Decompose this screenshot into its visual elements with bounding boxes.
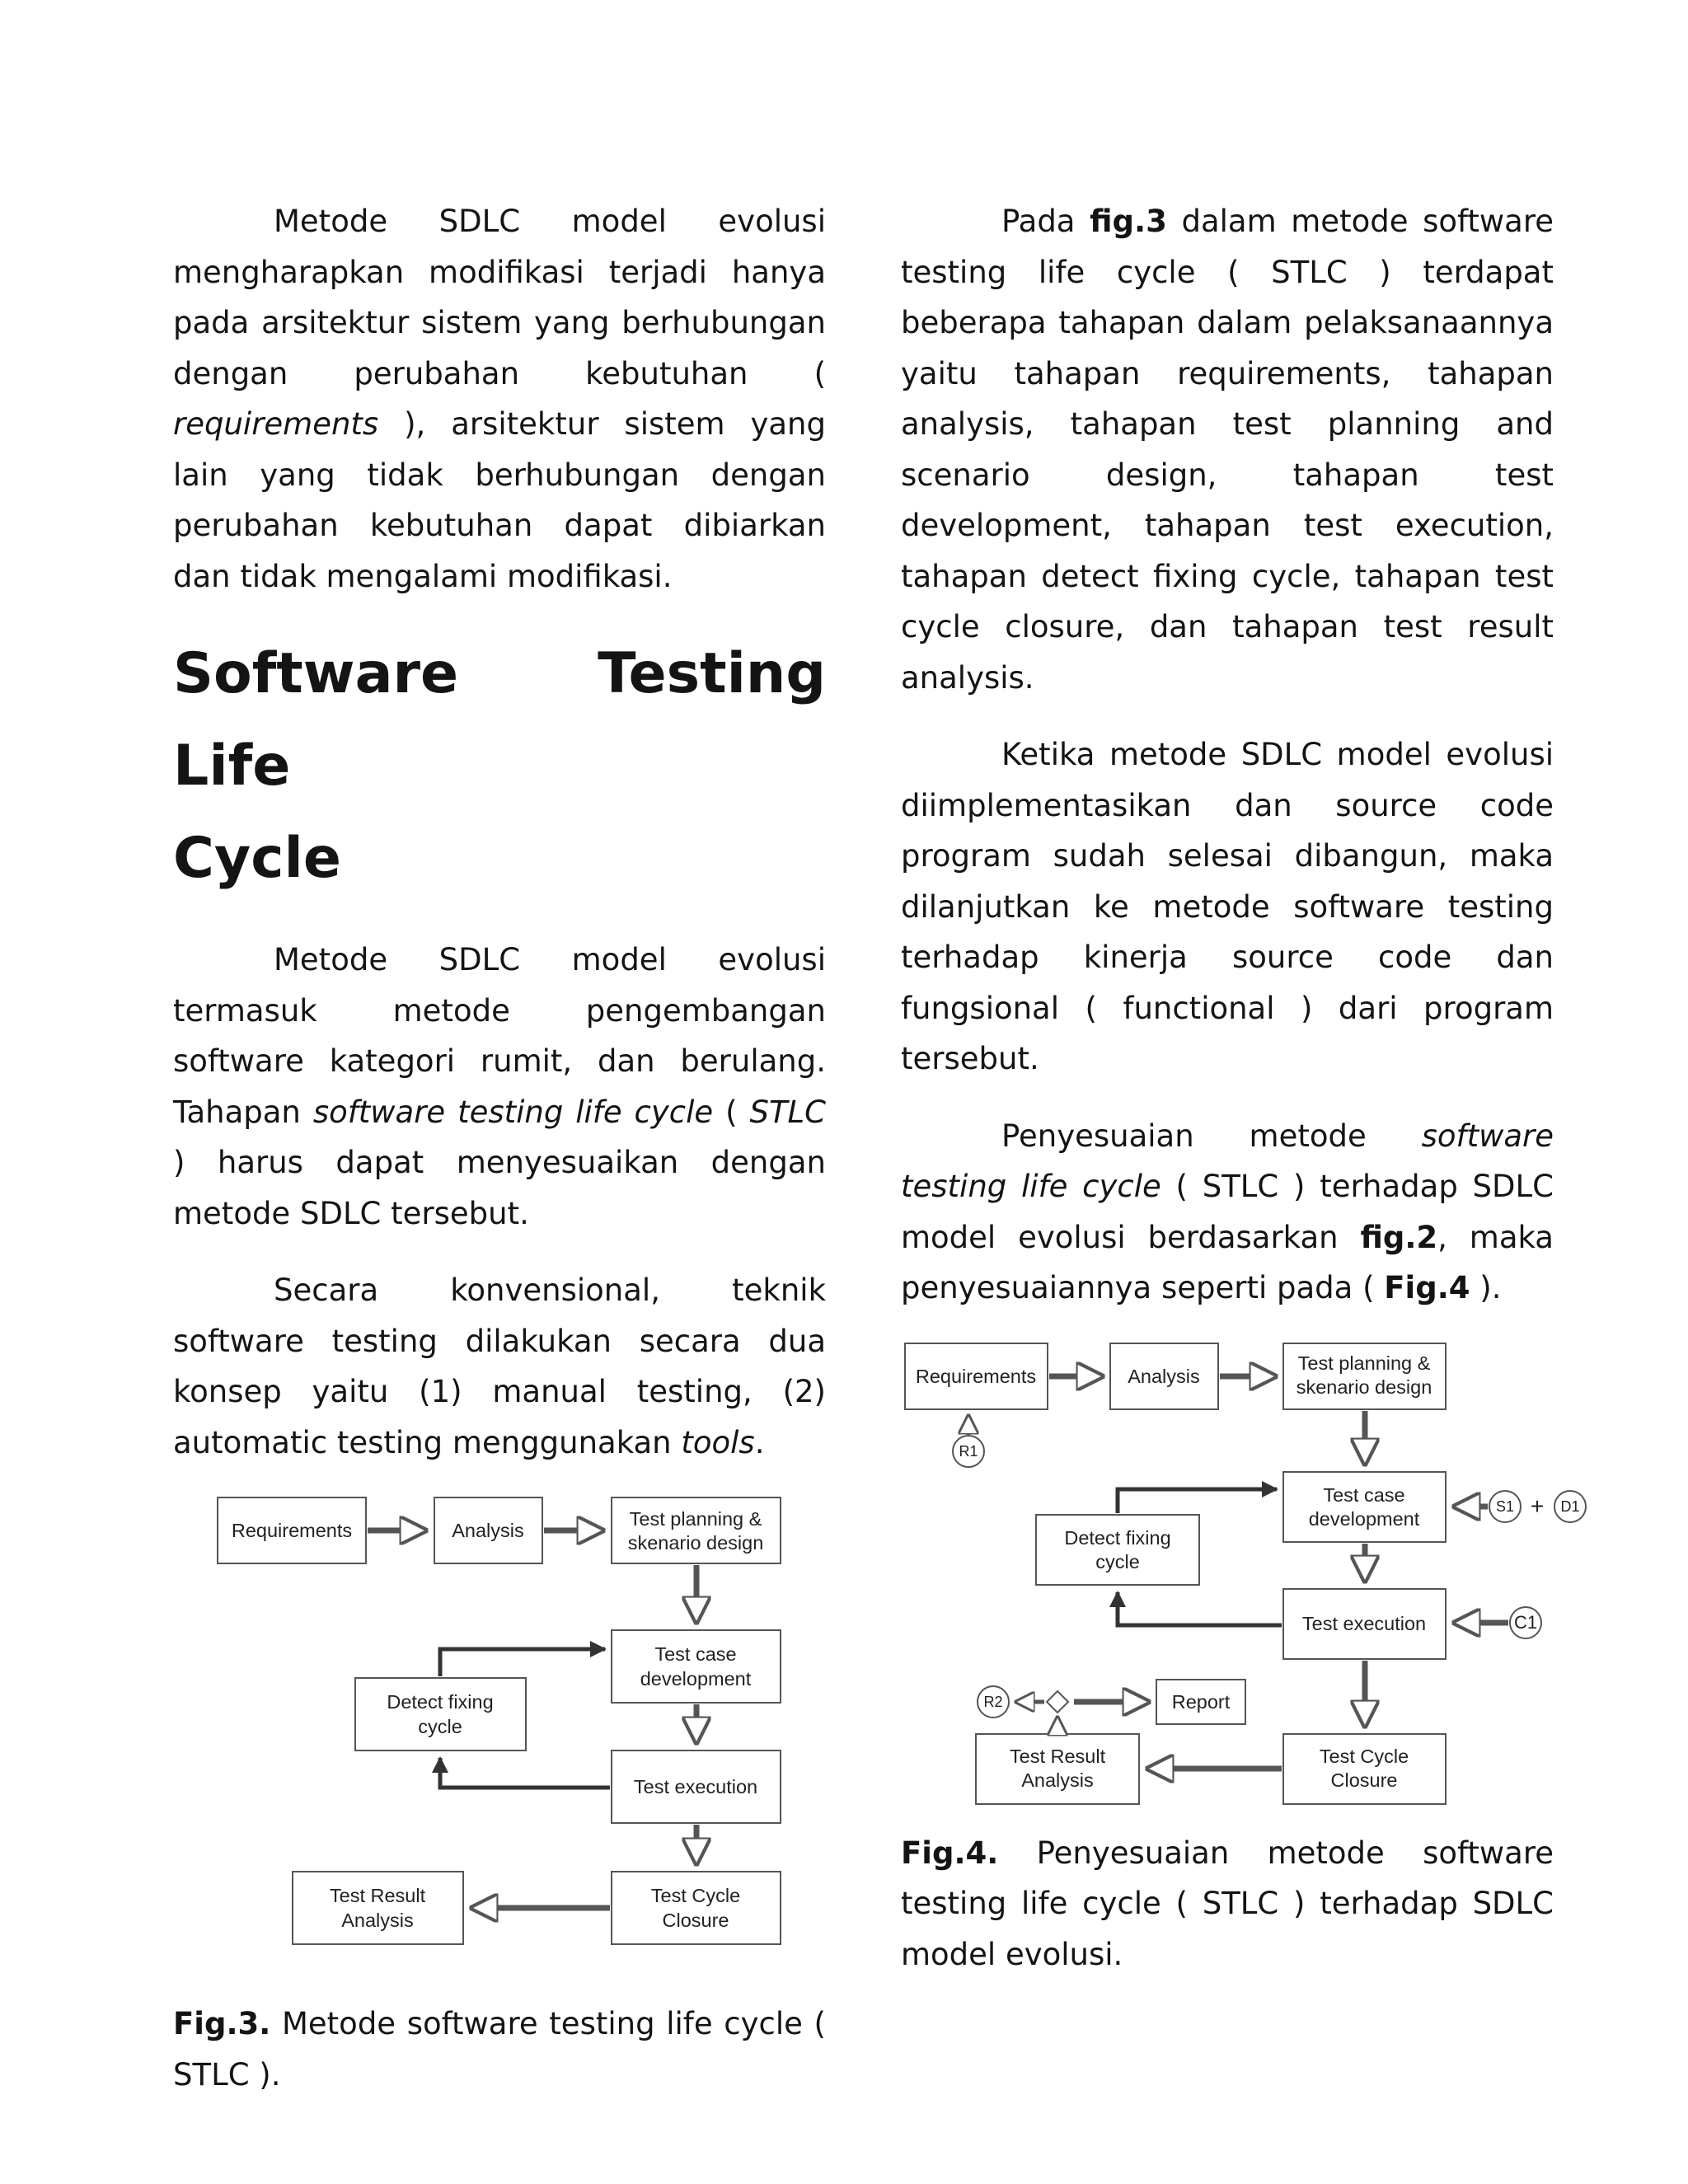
stlc-diagram	[173, 1494, 826, 1972]
text-italic: software testing life cycle	[312, 1094, 714, 1130]
text: ) harus dapat menyesuaikan dengan metode SDLC tersebut.	[173, 1145, 826, 1231]
section-heading	[173, 628, 826, 905]
figure-3	[173, 1494, 826, 1972]
label-test-cycle-2: Closure	[1330, 1769, 1398, 1791]
box-detect-fixing	[355, 1678, 526, 1750]
stlc-adapted-diagram	[901, 1340, 1593, 1802]
heading-line-2: Cycle	[173, 826, 341, 891]
caption-text: Metode software testing life cycle ( STLC ).	[173, 2006, 826, 2093]
paragraph-stlc-intro	[173, 935, 826, 1239]
figure-4-caption	[901, 1828, 1554, 1980]
label-test-cycle-1: Test Cycle	[650, 1885, 741, 1906]
label-test-planning-2: skenario design	[627, 1532, 764, 1554]
text: Pada	[1001, 204, 1090, 239]
caption-label: Fig.4.	[901, 1835, 999, 1871]
label-test-result-2: Analysis	[1021, 1769, 1094, 1791]
paragraph-sdlc-evolusi	[173, 196, 826, 602]
label-requirements: Requirements	[231, 1520, 353, 1541]
text-italic: requirements	[173, 406, 379, 442]
label-test-cycle-1: Test Cycle	[1319, 1745, 1409, 1767]
text: Metode SDLC model evolusi mengharapkan modifikasi terjadi hanya pada arsitektur sistem yang berhubungan dengan perubahan kebutuhan (	[173, 204, 826, 391]
text: .	[754, 1424, 765, 1460]
label-detect-fixing-2: cycle	[1095, 1550, 1140, 1572]
caption-label: Fig.3.	[173, 2006, 271, 2041]
arrow-execution-fixing	[1118, 1592, 1282, 1625]
marker-c1-label: C1	[1513, 1611, 1538, 1633]
box-test-cycle	[612, 1872, 781, 1944]
label-test-case-2: development	[1308, 1507, 1420, 1530]
box-test-case	[1283, 1472, 1446, 1542]
label-report: Report	[1171, 1690, 1231, 1713]
decision-diamond	[1047, 1691, 1068, 1713]
text-bold: fig.2	[1360, 1219, 1438, 1255]
text: (	[713, 1094, 750, 1130]
paragraph-konvensional	[173, 1265, 826, 1468]
figure-3-caption	[173, 1999, 826, 2100]
label-test-case-2: development	[640, 1668, 752, 1690]
label-test-cycle-2: Closure	[662, 1910, 729, 1931]
text: Penyesuaian metode	[1001, 1118, 1422, 1154]
text: ( STLC ) terhadap SDLC model evolusi berdasarkan	[901, 1169, 1554, 1255]
text-bold: fig.3	[1090, 204, 1167, 239]
label-test-result-1: Test Result	[329, 1885, 426, 1906]
marker-d1-label: D1	[1560, 1497, 1580, 1515]
text: Secara konvensional, teknik software testing dilakukan secara dua konsep yaitu (1) manual testing, (2) automatic testing menggunakan	[173, 1272, 826, 1460]
label-test-case-1: Test case	[1323, 1483, 1405, 1506]
label-analysis: Analysis	[1128, 1365, 1200, 1387]
left-column	[173, 196, 826, 2100]
label-test-result-1: Test Result	[1009, 1745, 1106, 1767]
arrow-fixing-testcase	[1118, 1489, 1277, 1513]
box-test-case	[612, 1630, 781, 1703]
box-detect-fixing	[1036, 1515, 1199, 1585]
marker-r2-label: R2	[983, 1693, 1003, 1710]
paragraph-implementasi: Ketika metode SDLC model evolusi diimplementasikan dan source code program sudah selesai dibangun, maka dilanjutkan ke metode software testing terhadap kinerja source code dan fungsional ( functional ) dari program tersebut.	[901, 737, 1554, 1076]
text-italic: tools	[681, 1424, 755, 1460]
marker-r1-label: R1	[959, 1442, 978, 1460]
label-test-planning-2: skenario design	[1296, 1376, 1432, 1398]
label-test-planning-1: Test planning &	[1297, 1352, 1431, 1374]
arrow-execution-fixing	[440, 1758, 610, 1788]
box-test-result	[293, 1872, 463, 1944]
label-test-execution: Test execution	[633, 1776, 758, 1797]
text: Metode SDLC model evolusi termasuk metode pengembangan software kategori rumit, dan berulang. Tahapan	[173, 942, 826, 1130]
text-italic: software testing life cycle	[901, 1118, 1554, 1204]
text: ).	[1470, 1270, 1502, 1305]
text-italic: STLC	[749, 1094, 826, 1130]
box-test-planning	[612, 1497, 781, 1563]
text-bold: Fig.4	[1384, 1270, 1470, 1305]
label-test-case-1: Test case	[654, 1643, 737, 1665]
label-analysis: Analysis	[452, 1520, 524, 1541]
label-test-planning-1: Test planning &	[629, 1508, 762, 1530]
heading-line-1: Software Testing Life	[173, 641, 826, 799]
label-detect-fixing-1: Detect fixing	[387, 1691, 494, 1713]
marker-plus-label: +	[1530, 1493, 1545, 1519]
arrow-fixing-testcase	[440, 1649, 605, 1676]
marker-s1-label: S1	[1495, 1497, 1515, 1515]
paragraph-fig3-description	[901, 196, 1554, 703]
label-test-result-2: Analysis	[341, 1910, 414, 1931]
label-detect-fixing-1: Detect fixing	[1064, 1526, 1171, 1549]
text: , maka penyesuaiannya seperti pada (	[901, 1219, 1554, 1305]
paragraph-penyesuaian	[901, 1111, 1554, 1314]
label-detect-fixing-2: cycle	[418, 1716, 462, 1737]
label-requirements: Requirements	[915, 1365, 1037, 1387]
text: dalam metode software testing life cycle ( STLC ) terdapat beberapa tahapan dalam pelaksanaannya yaitu tahapan requirements, tahapan analysis, tahapan test planning and scenario design, tahapan test development, tahapan test execution, tahapan detect fixing cycle, tahapan test cycle closure, dan tahapan test result analysis.	[901, 204, 1554, 696]
label-test-execution: Test execution	[1301, 1612, 1427, 1634]
text: ), arsitektur sistem yang lain yang tidak berhubungan dengan perubahan kebutuhan dapat dibiarkan dan tidak mengalami modifikasi.	[173, 406, 826, 594]
right-column	[901, 196, 1580, 1980]
caption-text: Penyesuaian metode software testing life cycle ( STLC ) terhadap SDLC model evolusi.	[901, 1835, 1554, 1972]
figure-4	[901, 1340, 1580, 1802]
